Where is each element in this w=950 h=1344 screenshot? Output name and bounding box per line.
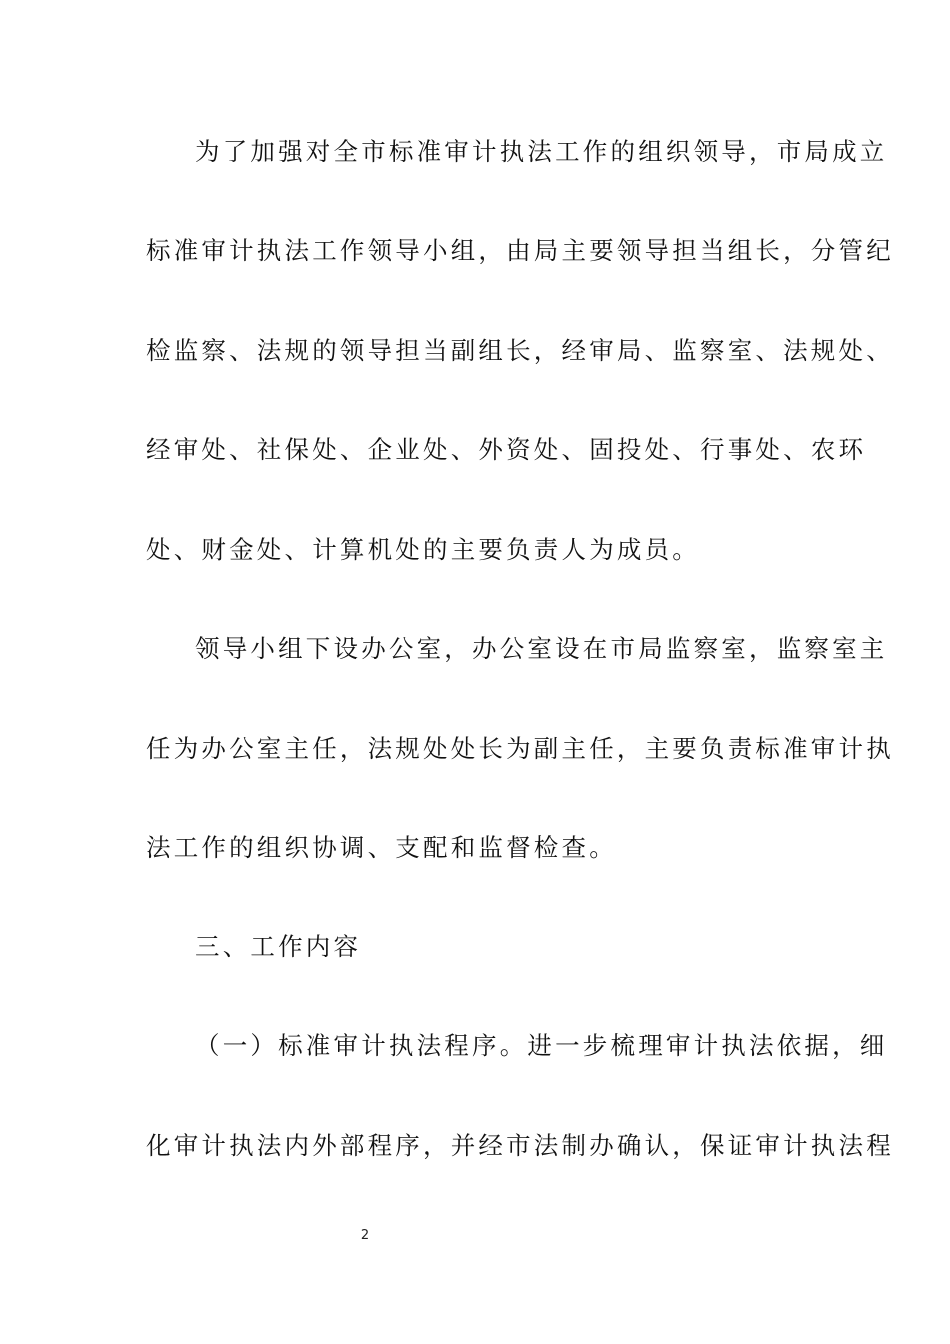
page-number: 2 [360,1228,370,1243]
paragraph-1-line-4: 经审处、社保处、企业处、外资处、固投处、行事处、农环 [146,435,867,464]
paragraph-1-line-2: 标准审计执法工作领导小组，由局主要领导担当组长，分管纪 [146,236,894,265]
paragraph-1-line-5: 处、财金处、计算机处的主要负责人为成员。 [146,535,700,564]
paragraph-1-line-3: 检监察、法规的领导担当副组长，经审局、监察室、法规处、 [146,336,894,365]
paragraph-2-line-3: 法工作的组织协调、支配和监督检查。 [146,833,617,862]
paragraph-2-line-1: 领导小组下设办公室，办公室设在市局监察室，监察室主 [195,634,888,663]
paragraph-3-line-2: 化审计执法内外部程序，并经市法制办确认，保证审计执法程 [146,1131,894,1160]
paragraph-2-line-2: 任为办公室主任，法规处处长为副主任，主要负责标准审计执 [146,734,894,763]
paragraph-3-line-1: （一）标准审计执法程序。进一步梳理审计执法依据，细 [195,1031,888,1060]
section-heading: 三、工作内容 [195,932,362,961]
paragraph-1-line-1: 为了加强对全市标准审计执法工作的组织领导，市局成立 [195,137,888,166]
